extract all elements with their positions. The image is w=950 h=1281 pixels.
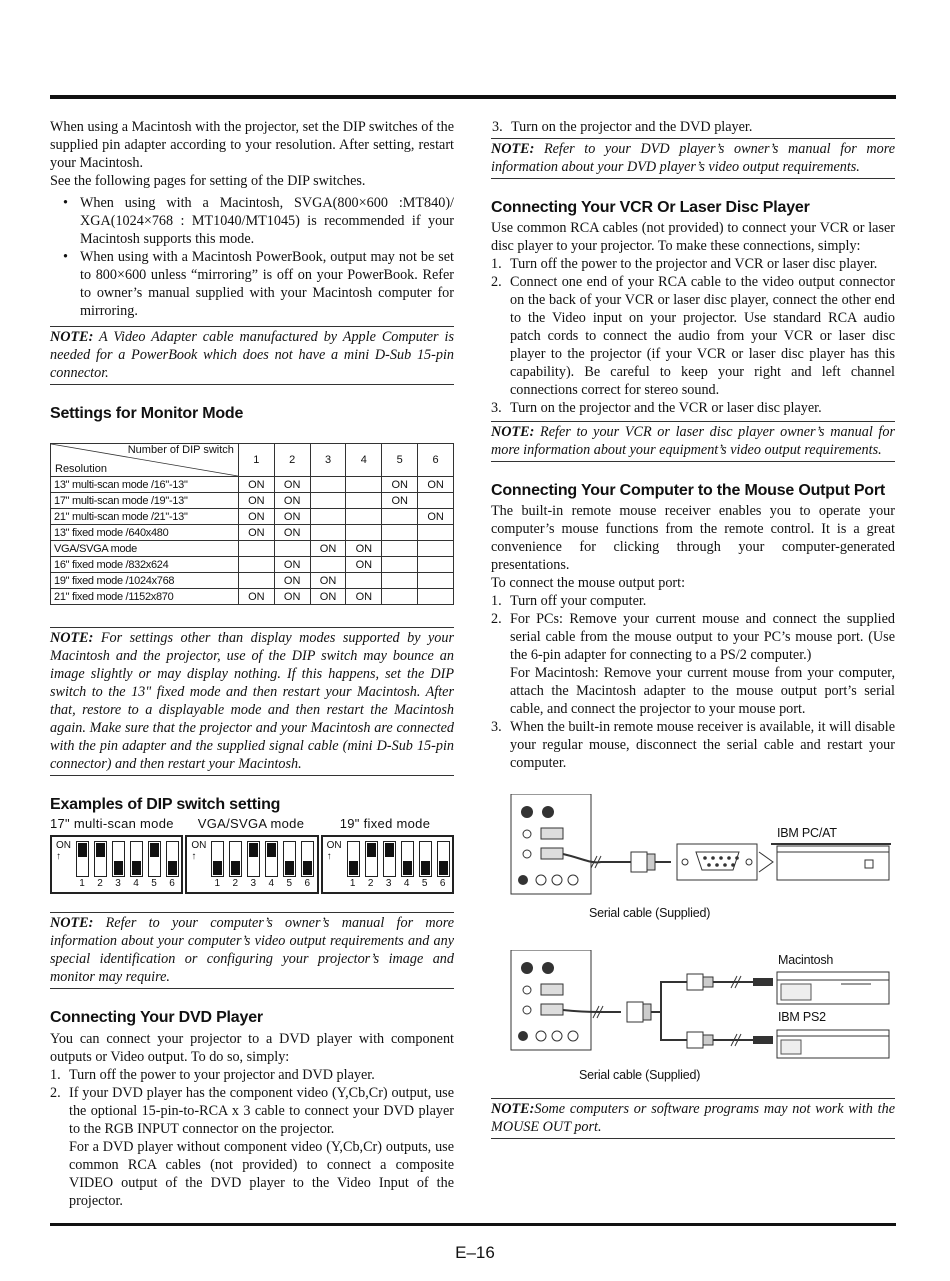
up-arrow-icon: ↑ (326, 851, 332, 862)
switch-knob (78, 843, 87, 857)
section-heading-vcr: Connecting Your VCR Or Laser Disc Player (491, 199, 810, 216)
dip-example-label: VGA/SVGA mode (197, 816, 305, 831)
list-item: 3. When the built-in remote mouse receiver is available, it will disable your regular mouse, disconnect the serial cable and restart your computer. (491, 719, 895, 771)
on-indicator (191, 840, 206, 862)
table-row (51, 477, 454, 493)
header-number-of-dip: Number of DIP switch (127, 444, 234, 456)
table-row (51, 525, 454, 541)
dip-switch-5 (148, 841, 161, 877)
dip-value-cell: ON (346, 557, 382, 573)
note-mouse-out: NOTE:Some computers or software programs may not work with the MOUSE OUT port. (491, 1098, 895, 1139)
dip-value-cell (346, 509, 382, 525)
dip-value-cell (418, 573, 454, 589)
dip-value-cell (418, 493, 454, 509)
up-arrow-icon: ↑ (191, 851, 197, 862)
dip-value-cell: ON (382, 493, 418, 509)
dip-example-label: 17" multi-scan mode (50, 816, 174, 831)
dip-switch-2 (229, 841, 242, 877)
mac-ps2-connection-diagram (491, 950, 895, 1060)
dip-value-cell (382, 525, 418, 541)
top-rule (50, 95, 896, 99)
resolution-cell: 16" fixed mode /832x624 (51, 557, 239, 573)
dip-value-cell (382, 573, 418, 589)
dip-value-cell: ON (418, 509, 454, 525)
switch-number: 4 (133, 878, 139, 889)
list-item: 2. Connect one end of your RCA cable to the video output connector on the back of your VCR or laser disc player, connect the other end to the Video input on your projector. Use standard RCA audio patch cords to connect the audio from your VCR or laser disc player to the projector (if your VCR or laser disc player has this capability). Be careful to keep your right and left channel connections correct for stereo sound. (491, 274, 895, 398)
dip-switch-1 (76, 841, 89, 877)
list-item: 1. Turn off the power to the projector and VCR or laser disc player. (491, 256, 878, 272)
switch-knob (285, 861, 294, 875)
resolution-cell: 21" multi-scan mode /21"-13" (51, 509, 239, 525)
dip-switch-6 (166, 841, 179, 877)
dip-example-diagrams (50, 835, 454, 894)
dip-value-cell (310, 557, 346, 573)
section-heading-dvd: Connecting Your DVD Player (50, 1009, 263, 1026)
dip-value-cell (382, 541, 418, 557)
dvd-steps (50, 1066, 454, 1210)
switch-knob (249, 843, 258, 857)
dip-value-cell (418, 541, 454, 557)
serial-cable-label: Serial cable (Supplied) (579, 1068, 701, 1082)
switch-number: 5 (421, 878, 428, 889)
dip-value-cell (418, 589, 454, 605)
switch-number: 5 (286, 878, 293, 889)
dip-example-labels (50, 816, 454, 831)
dip-value-cell: ON (418, 477, 454, 493)
switch-knob (132, 861, 141, 875)
up-arrow-icon: ↑ (56, 851, 61, 862)
dip-value-cell (310, 493, 346, 509)
dip-value-cell: ON (346, 589, 382, 605)
dip-value-cell: ON (274, 493, 310, 509)
dip-switch-6 (437, 841, 450, 877)
on-label: ON (191, 840, 207, 851)
dip-switch-3 (112, 841, 125, 877)
resolution-cell: 21" fixed mode /1152x870 (51, 589, 239, 605)
dip-value-cell (382, 557, 418, 573)
dip-value-cell: ON (346, 541, 382, 557)
switch-knob (213, 861, 222, 875)
list-item: • When using with a Macintosh, SVGA(800×600 :MT840)/ XGA(1024×768 : MT1040/MT1045) is recommended if your Macintosh supports this mode. (63, 195, 454, 247)
right-column (491, 118, 895, 1139)
dip-switch-diagram (185, 835, 318, 894)
intro-paragraph: When using a Macintosh with the projector, set the DIP switches of the supplied pin adapter according to your resolution. After setting, restart your Macintosh. (50, 119, 454, 171)
list-item: 2. If your DVD player has the component video (Y,Cb,Cr) output, use the optional 15-pin-to-RCA x 3 cable to connect your DVD player to the RGB INPUT connector on the projector. For a DVD player without component video (Y,Cb,Cr) outputs, use common RCA cables (not provided) to connect a composite VIDEO output of the DVD player to the Video Input of the projector. (50, 1085, 454, 1209)
dip-value-cell (310, 477, 346, 493)
dip-value-cell (382, 509, 418, 525)
dip-example-label: 19" fixed mode (339, 816, 431, 831)
switch-number: 1 (349, 878, 356, 889)
dip-settings-table (50, 443, 454, 605)
note-vcr-manual: NOTE: Refer to your VCR or laser disc player owner’s manual for more information about your equipment’s video output requirements. (491, 421, 895, 462)
switch-knob (439, 861, 448, 875)
dip-value-cell: ON (310, 589, 346, 605)
switch-number: 4 (403, 878, 410, 889)
switch-number: 3 (385, 878, 392, 889)
pc-at-connection-diagram (491, 794, 895, 904)
dip-switch-diagram (321, 835, 454, 894)
section-heading-monitor-mode: Settings for Monitor Mode (50, 405, 244, 422)
switch-knob (114, 861, 123, 875)
dip-value-cell (418, 525, 454, 541)
switch-knob (150, 843, 159, 857)
figure-pc-at-connection (491, 794, 895, 944)
column-header: 2 (274, 444, 310, 477)
dvd-intro: You can connect your projector to a DVD player with component outputs or Video output. To do so, simply: (50, 1031, 454, 1065)
dip-settings-table-wrap (50, 443, 454, 605)
resolution-cell: 13" fixed mode /640x480 (51, 525, 239, 541)
note-dvd-manual: NOTE: Refer to your DVD player’s owner’s manual for more information about your DVD player’s video output requirements. (491, 138, 895, 179)
column-header: 3 (310, 444, 346, 477)
resolution-cell: 13" multi-scan mode /16"-13" (51, 477, 239, 493)
mac-bullet-list (50, 194, 454, 320)
switch-number: 6 (169, 878, 175, 889)
dip-value-cell (382, 589, 418, 605)
list-item: 1. Turn off the power to your projector and DVD player. (50, 1067, 375, 1083)
table-row (51, 557, 454, 573)
mouse-intro: The built-in remote mouse receiver enables you to operate your computer’s mouse functions from the remote control. It is a great convenience for clicking through your computer-generated presentations. (491, 503, 895, 573)
dip-switch-3 (383, 841, 396, 877)
table-header-row (51, 444, 454, 477)
dip-value-cell (238, 541, 274, 557)
dip-switch-6 (301, 841, 314, 877)
dip-switch-2 (365, 841, 378, 877)
header-resolution: Resolution (55, 463, 107, 475)
dip-value-cell: ON (274, 525, 310, 541)
switch-knob (303, 861, 312, 875)
switch-knob (96, 843, 105, 857)
intro-paragraph: See the following pages for setting of the DIP switches. (50, 173, 366, 189)
switch-knob (403, 861, 412, 875)
table-row (51, 509, 454, 525)
dip-value-cell (310, 509, 346, 525)
list-item: 1. Turn off your computer. (491, 593, 647, 609)
switch-number: 4 (268, 878, 275, 889)
list-item: 2. For PCs: Remove your current mouse and connect the supplied serial cable from the mouse output to your PC’s mouse port. (Use the 6-pin adapter for connecting to a PS/2 computer.) For Macintosh: Remove your current mouse from your computer, attach the Macintosh adapter to the mouse output port’s serial cable, and connect the projector to your mouse port. (491, 611, 895, 717)
dip-switch-5 (283, 841, 296, 877)
dip-value-cell (310, 525, 346, 541)
switch-knob (267, 843, 276, 857)
switch-number: 5 (151, 878, 157, 889)
dip-value-cell: ON (310, 573, 346, 589)
column-header: 5 (382, 444, 418, 477)
table-row (51, 541, 454, 557)
switch-number: 6 (439, 878, 446, 889)
vcr-steps (491, 255, 895, 417)
bottom-rule (50, 1223, 896, 1226)
note-video-adapter: NOTE: A Video Adapter cable manufactured by Apple Computer is needed for a PowerBook which does not have a mini D-Sub 15-pin connector. (50, 326, 454, 385)
switch-knob (421, 861, 430, 875)
note-dip-bounce: NOTE: For settings other than display modes supported by your Macintosh and the projector, use of the DIP switch may bounce an image slightly or may display nothing. If this happens, set the DIP switch to the 13" fixed mode and then restart your Macintosh. After that, restore to a displayable mode and then restart the Macintosh again. Make sure that the projector and your Macintosh are connected with the pin adapter and the supplied signal cable (mini D-Sub 15-pin connector) and then restart your Macintosh. (50, 627, 454, 776)
ibm-pc-at-label: IBM PC/AT (777, 826, 837, 840)
switch-number: 1 (214, 878, 221, 889)
dip-switch-3 (247, 841, 260, 877)
section-heading-dip-examples: Examples of DIP switch setting (50, 796, 281, 813)
column-header: 6 (418, 444, 454, 477)
column-header: 4 (346, 444, 382, 477)
dip-value-cell: ON (274, 573, 310, 589)
dip-value-cell: ON (238, 477, 274, 493)
dip-value-cell: ON (238, 525, 274, 541)
switch-number: 1 (79, 878, 85, 889)
switch-knob (385, 843, 394, 857)
switch-number: 3 (250, 878, 257, 889)
note-computer-manual: NOTE: Refer to your computer’s owner’s manual for more information about your computer’s video output requirements and any special identification or configuring your projector’s image and monitor may require. (50, 912, 454, 989)
on-indicator (56, 840, 71, 862)
switch-knob (168, 861, 177, 875)
dip-value-cell (346, 477, 382, 493)
dip-switch-1 (347, 841, 360, 877)
on-label: ON (326, 840, 342, 851)
dip-value-cell (274, 541, 310, 557)
dip-switch-1 (211, 841, 224, 877)
table-row (51, 573, 454, 589)
list-item: 3. Turn on the projector and the DVD player. (492, 119, 753, 135)
table-row (51, 589, 454, 605)
dip-value-cell (238, 573, 274, 589)
resolution-cell: 19" fixed mode /1024x768 (51, 573, 239, 589)
on-indicator (327, 840, 342, 862)
dip-value-cell: ON (238, 589, 274, 605)
dip-value-cell: ON (238, 493, 274, 509)
vcr-intro: Use common RCA cables (not provided) to connect your VCR or laser disc player to your projector. To make these connections, simply: (491, 220, 895, 254)
figure-mac-ps2-connection (491, 950, 895, 1090)
dip-switch-diagram (50, 835, 183, 894)
on-label: ON (56, 840, 71, 851)
dip-value-cell (418, 557, 454, 573)
list-item: 3. Turn on the projector and the VCR or laser disc player. (491, 400, 822, 416)
macintosh-label: Macintosh (778, 953, 834, 967)
mouse-steps (491, 592, 895, 772)
switch-number: 2 (97, 878, 103, 889)
resolution-cell: 17" multi-scan mode /19"-13" (51, 493, 239, 509)
list-item: • When using with a Macintosh PowerBook, output may not be set to 800×600 unless “mirroring” is off on your PowerBook. Refer to owner’s manual supplied with your Macintosh computer for mirroring. (63, 249, 454, 319)
section-heading-mouse: Connecting Your Computer to the Mouse Output Port (491, 482, 886, 499)
dip-value-cell (346, 525, 382, 541)
dip-value-cell (346, 573, 382, 589)
dip-switch-2 (94, 841, 107, 877)
table-diagonal-header (51, 444, 239, 477)
resolution-cell: VGA/SVGA mode (51, 541, 239, 557)
dip-value-cell: ON (274, 589, 310, 605)
dip-value-cell: ON (274, 477, 310, 493)
ibm-ps2-label: IBM PS2 (778, 1010, 826, 1024)
dip-switch-4 (401, 841, 414, 877)
dip-switch-4 (265, 841, 278, 877)
switch-knob (231, 861, 240, 875)
dip-switch-5 (419, 841, 432, 877)
table-row (51, 493, 454, 509)
dip-value-cell: ON (274, 557, 310, 573)
switch-number: 2 (232, 878, 239, 889)
serial-cable-label: Serial cable (Supplied) (589, 906, 711, 920)
mouse-intro-2: To connect the mouse output port: (491, 575, 686, 591)
switch-knob (367, 843, 376, 857)
switch-number: 3 (115, 878, 121, 889)
dvd-steps-continued (492, 118, 895, 136)
column-header: 1 (238, 444, 274, 477)
dip-value-cell: ON (274, 509, 310, 525)
page-number: E–16 (455, 1243, 495, 1262)
dip-value-cell (346, 493, 382, 509)
dip-value-cell (238, 557, 274, 573)
left-column (50, 118, 454, 1210)
dip-value-cell: ON (310, 541, 346, 557)
dip-value-cell: ON (238, 509, 274, 525)
dip-value-cell: ON (382, 477, 418, 493)
switch-number: 6 (304, 878, 311, 889)
switch-knob (349, 861, 358, 875)
dip-switch-4 (130, 841, 143, 877)
switch-number: 2 (367, 878, 374, 889)
